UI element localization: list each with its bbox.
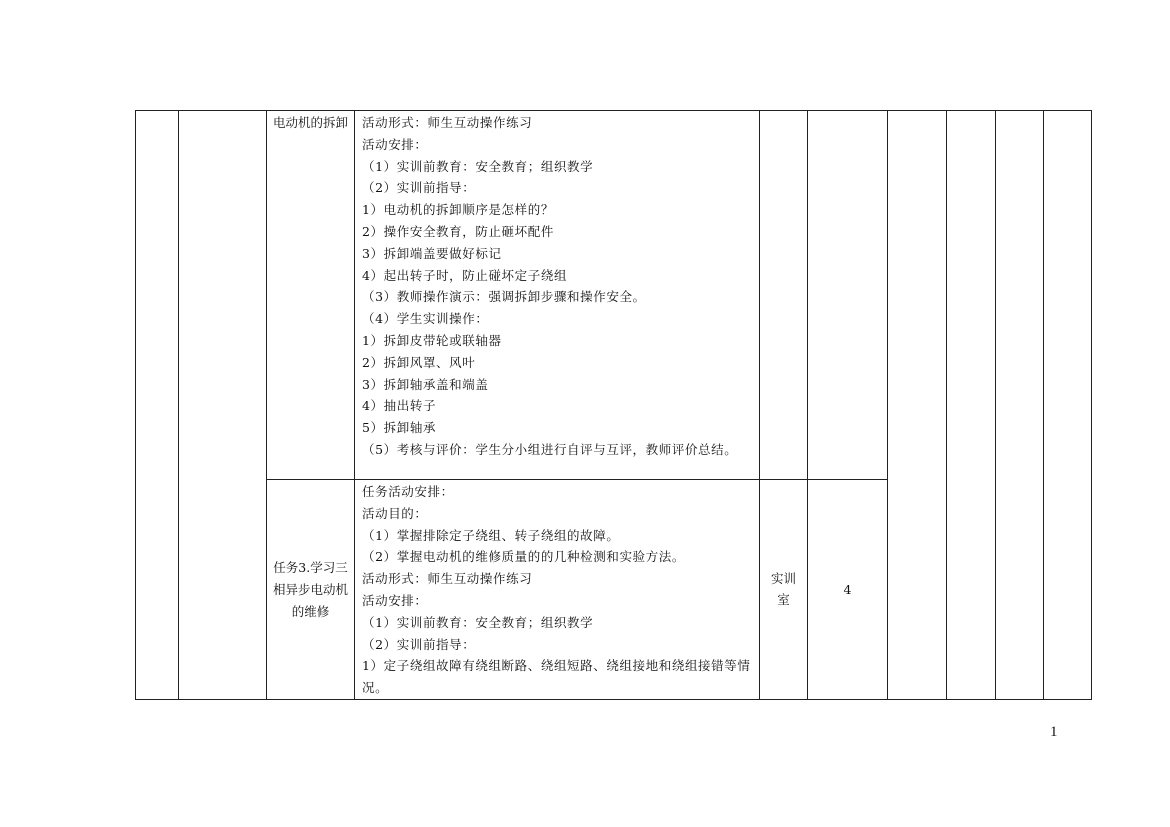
content-line: 4）起出转子时，防止碰坏定子绕组 [362,267,568,283]
content-line: （2）实训前指导： [362,180,476,196]
content-line: 3）拆卸轴承盖和端盖 [362,376,489,392]
place-cell-empty [760,111,808,480]
empty-cell-col8 [947,111,996,700]
content-line: 1）定子绕组故障有绕组断路、绕组短路、绕组接地和绕组接错等情况。 [362,658,751,696]
content-line: 4）抽出转子 [362,398,437,414]
empty-cell-col7 [888,111,947,700]
hours-cell-empty [808,111,888,480]
content-line: 活动安排： [362,592,428,608]
activity-content-cell [355,111,760,480]
task-name-cell: 电动机的拆卸 [267,111,355,480]
table-row [136,111,1092,480]
content-line: 任务活动安排： [362,484,454,499]
content-line: （1）实训前教育：安全教育；组织教学 [362,614,594,630]
hours-cell: 4 [808,480,888,700]
place-cell: 实训室 [760,480,808,700]
content-line: 2）拆卸风罩、风叶 [362,354,476,370]
page-number: 1 [1050,724,1058,740]
content-line: 5）拆卸轴承 [362,420,437,436]
empty-cell-col2 [179,111,267,700]
teaching-schedule-table [135,110,1092,700]
content-line: （2）实训前指导： [362,636,476,652]
content-line: （4）学生实训操作： [362,311,489,327]
activity-content-cell [355,480,760,700]
content-line: 活动目的： [362,505,428,521]
content-line: （3）教师操作演示：强调拆卸步骤和操作安全。 [362,289,646,305]
content-line: 1）电动机的拆卸顺序是怎样的？ [362,202,554,218]
content-line: （2）掌握电动机的维修质量的的几种检测和实验方法。 [362,549,685,565]
content-line: 1）拆卸皮带轮或联轴器 [362,332,502,348]
task-name-cell: 任务3.学习三相异步电动机的维修 [267,480,355,700]
content-line: 3）拆卸端盖要做好标记 [362,245,502,261]
content-line: 活动形式：师生互动操作练习 [362,571,533,587]
content-line: 2）操作安全教育，防止砸坏配件 [362,223,554,239]
content-line: （1）实训前教育：安全教育；组织教学 [362,158,594,174]
content-line: （1）掌握排除定子绕组、转子绕组的故障。 [362,527,620,543]
content-line: （5）考核与评价：学生分小组进行自评与互评，教师评价总结。 [362,441,738,457]
empty-cell-col10 [1044,111,1092,700]
empty-cell-col1 [136,111,179,700]
content-line: 活动安排： [362,136,428,152]
content-line: 活动形式：师生互动操作练习 [362,115,533,130]
empty-cell-col9 [996,111,1044,700]
